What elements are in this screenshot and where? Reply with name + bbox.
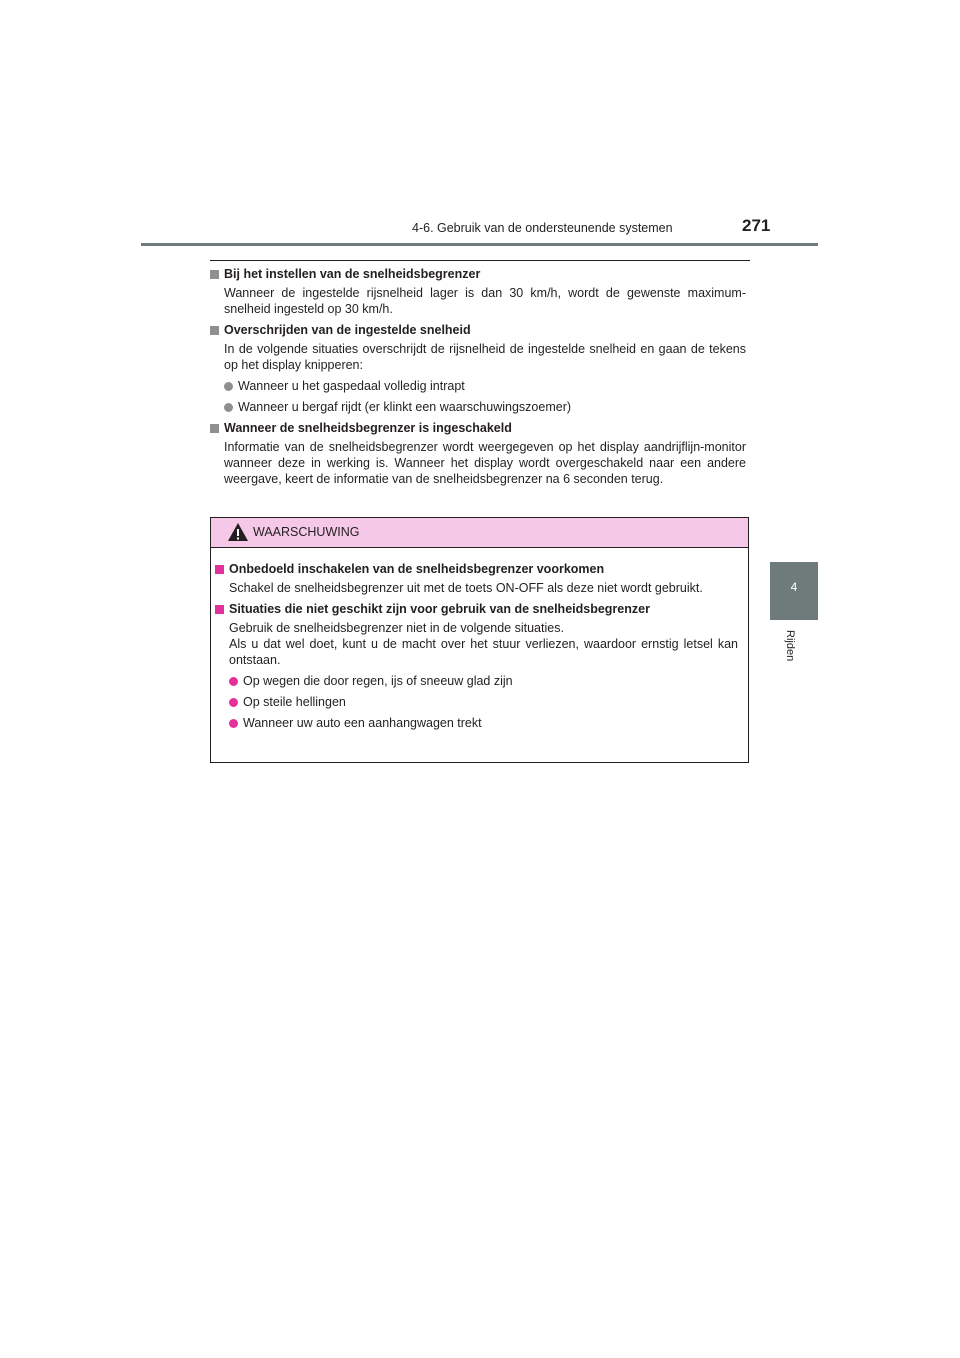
list-item: Wanneer uw auto een aanhangwagen trekt: [215, 715, 738, 731]
square-bullet-icon: [210, 424, 219, 433]
content-top-rule: [210, 260, 750, 261]
list-item: Op steile hellingen: [215, 694, 738, 710]
header-rule: [141, 243, 818, 246]
round-bullet-icon: [229, 698, 238, 707]
section-paragraph: Informatie van de snelheidsbegrenzer wordt weergegeven op het display aandrijflijn-monitor wanneer deze in werking is. Wanneer het display wordt overgeschakeld naar een andere weergave, keert de informatie van de snelheidsbegrenzer na 6 seconden terug.: [224, 440, 746, 486]
section-heading: Overschrijden van de ingestelde snelheid: [210, 322, 746, 338]
list-item: Op wegen die door regen, ijs of sneeuw glad zijn: [215, 673, 738, 689]
warning-box: [210, 517, 749, 763]
square-bullet-icon: [215, 605, 224, 614]
chapter-label: Rijden: [784, 630, 796, 662]
section-heading: Bij het instellen van de snelheidsbegrenzer: [210, 266, 746, 282]
warning-title: WAARSCHUWING: [253, 525, 360, 539]
warning-paragraph: Als u dat wel doet, kunt u de macht over het stuur verliezen, waardoor ernstig letsel kan ontstaan.: [229, 637, 738, 667]
square-bullet-icon: [210, 270, 219, 279]
warning-paragraph: Gebruik de snelheidsbegrenzer niet in de volgende situaties.: [229, 621, 564, 635]
section-heading: Wanneer de snelheidsbegrenzer is ingeschakeld: [210, 420, 746, 436]
section-paragraph: In de volgende situaties overschrijdt de rijsnelheid de ingestelde snelheid en gaan de tekens op het display knipperen:: [224, 342, 746, 372]
warning-header: [211, 518, 748, 548]
section-title: 4-6. Gebruik van de ondersteunende systemen: [412, 221, 673, 235]
chapter-tab[interactable]: [770, 562, 818, 620]
chapter-number: 4: [790, 580, 798, 594]
warning-body: [211, 548, 748, 731]
warning-heading: Onbedoeld inschakelen van de snelheidsbegrenzer voorkomen: [215, 561, 738, 577]
page-number: 271: [742, 216, 771, 235]
warning-paragraph: Schakel de snelheidsbegrenzer uit met de toets ON-OFF als deze niet wordt gebruikt.: [229, 581, 703, 595]
square-bullet-icon: [215, 565, 224, 574]
warning-heading: Situaties die niet geschikt zijn voor gebruik van de snelheidsbegrenzer: [215, 601, 738, 617]
round-bullet-icon: [224, 403, 233, 412]
content-body: [210, 266, 746, 492]
round-bullet-icon: [224, 382, 233, 391]
section-paragraph: Wanneer de ingestelde rijsnelheid lager is dan 30 km/h, wordt de gewenste maximum-snelheid ingesteld op 30 km/h.: [224, 286, 746, 316]
round-bullet-icon: [229, 677, 238, 686]
list-item: Wanneer u bergaf rijdt (er klinkt een waarschuwingszoemer): [210, 399, 746, 415]
square-bullet-icon: [210, 326, 219, 335]
list-item: Wanneer u het gaspedaal volledig intrapt: [210, 378, 746, 394]
round-bullet-icon: [229, 719, 238, 728]
warning-triangle-icon: [227, 522, 249, 542]
